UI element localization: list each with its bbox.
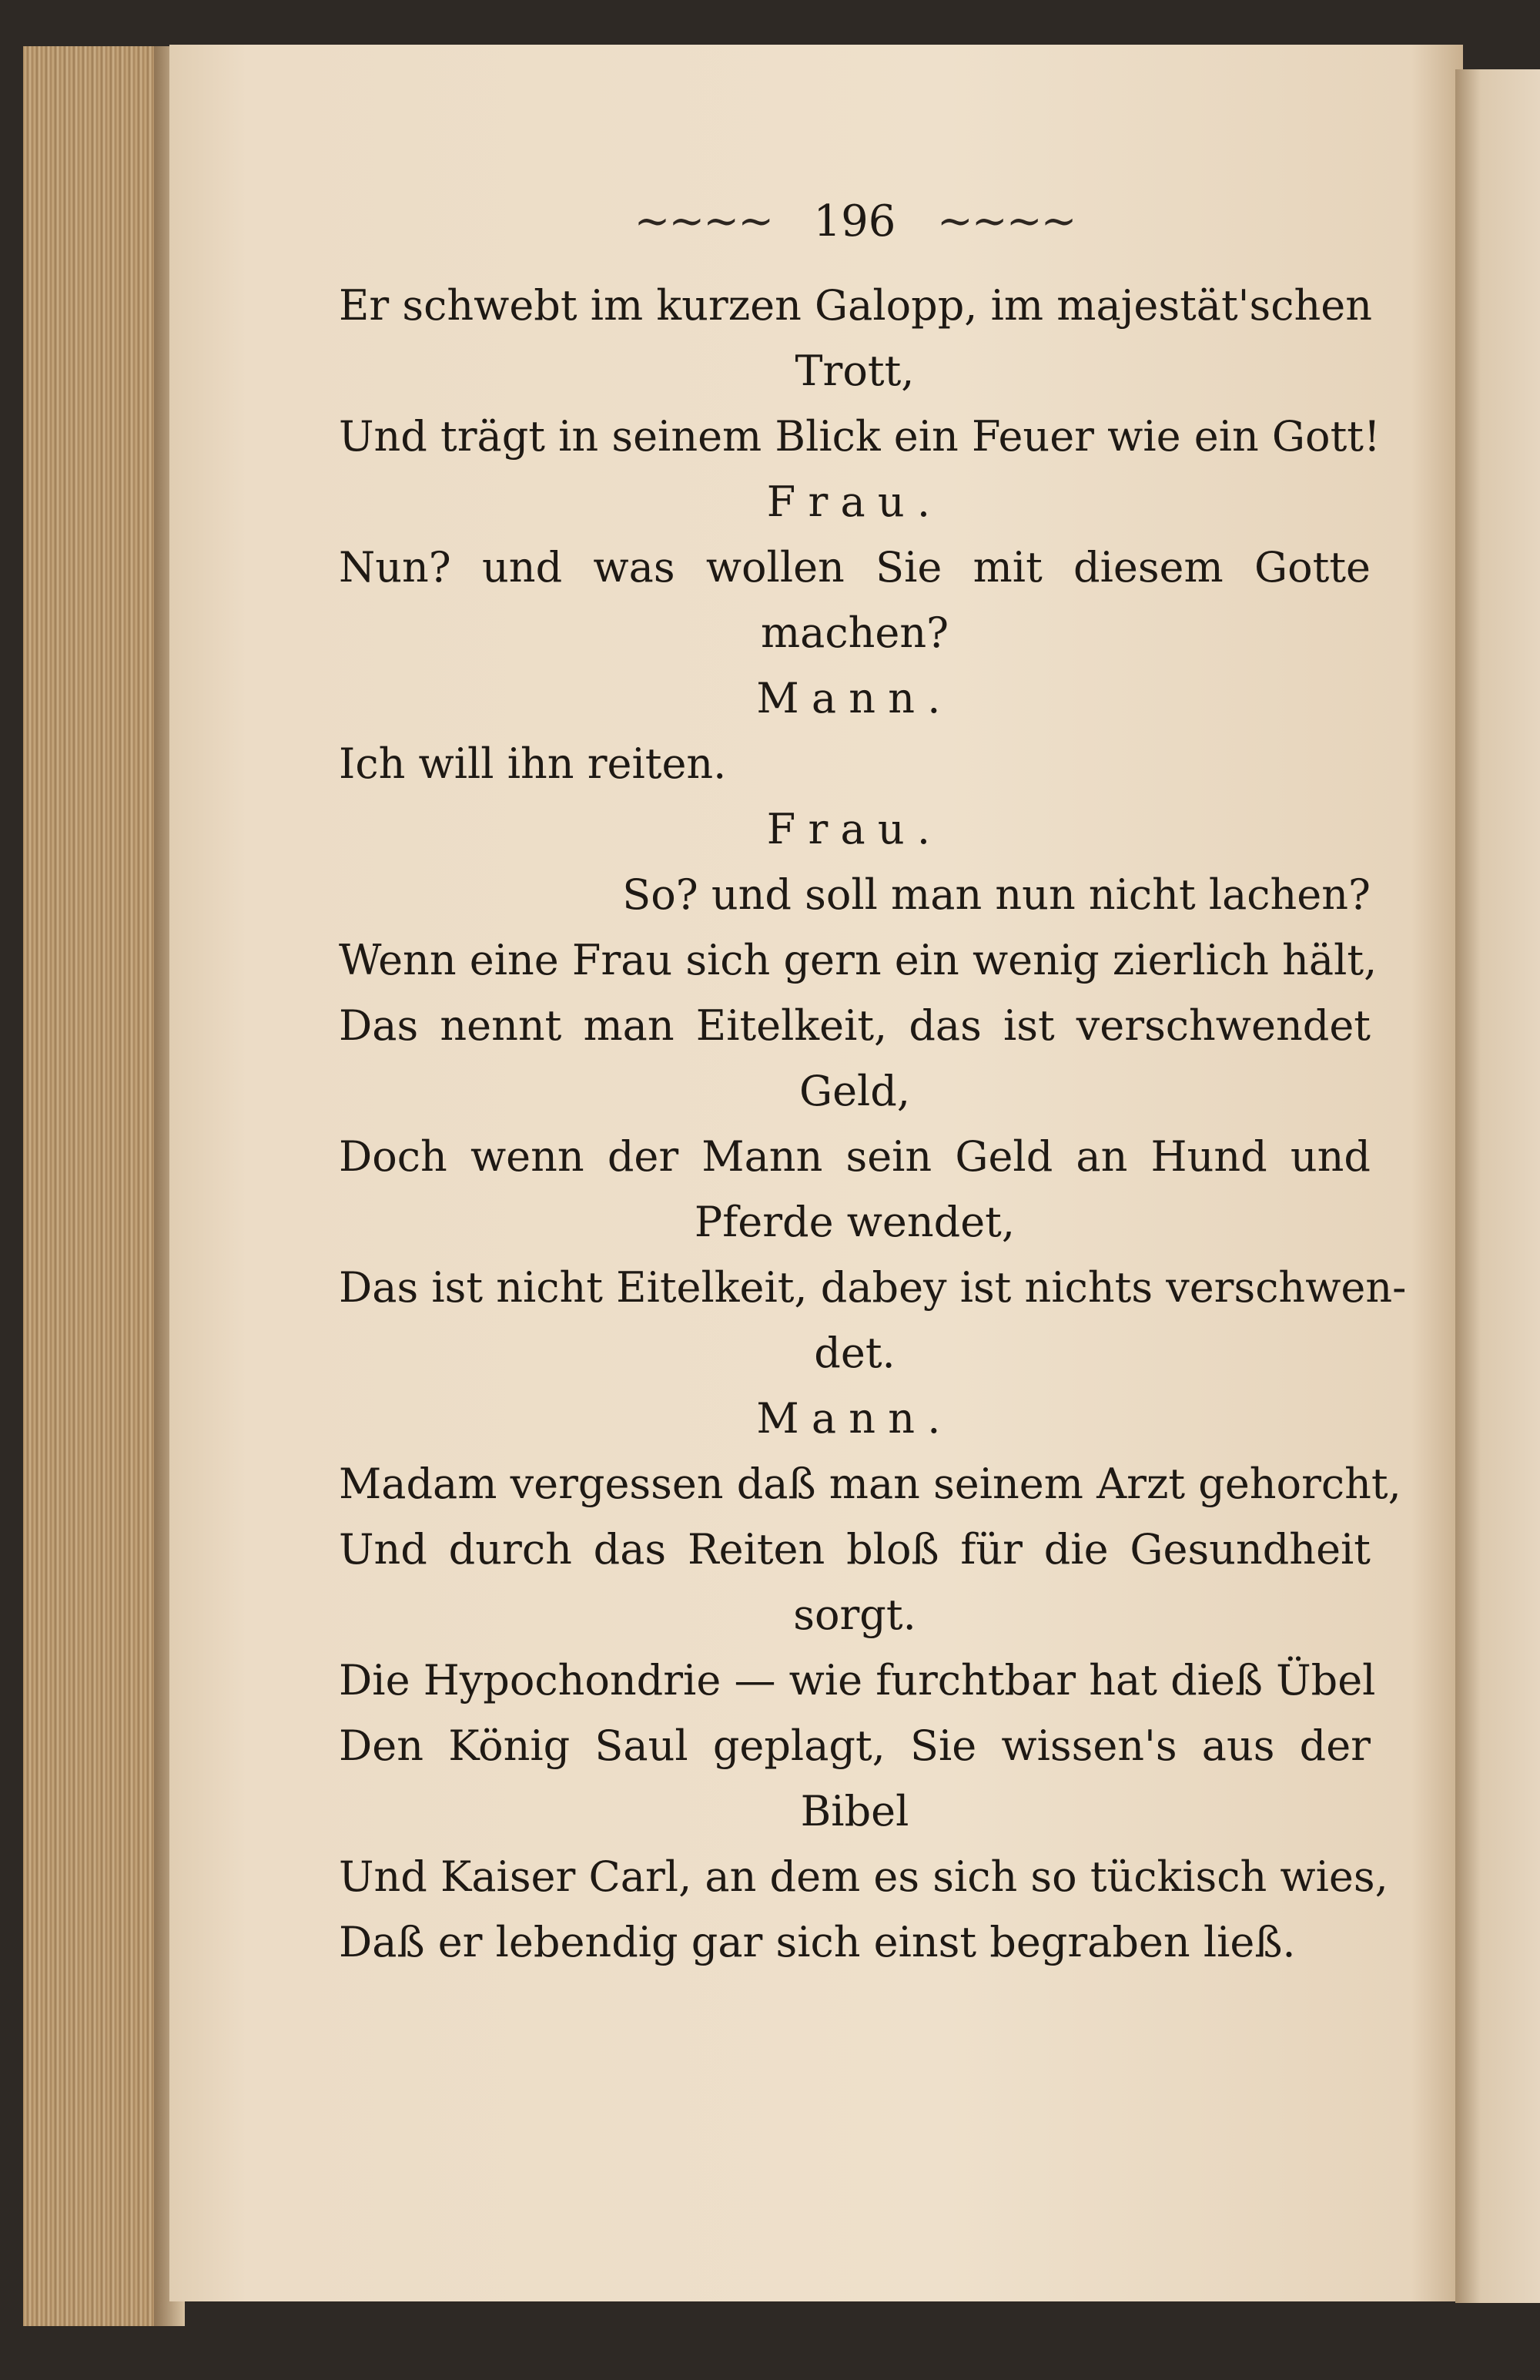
text-line: Die Hypochondrie — wie furchtbar hat dieß Übel <box>339 1656 1376 1705</box>
text-line: machen? <box>760 608 949 657</box>
text-line: Das ist nicht Eitelkeit, dabey ist nichts verschwen- <box>339 1263 1407 1312</box>
text-line: Doch wenn der Mann sein Geld an Hund und <box>339 1132 1371 1181</box>
text-line: Und trägt in seinem Blick ein Feuer wie ein Gott! <box>339 412 1381 461</box>
header-ornament-left: ~~~~ <box>634 196 773 246</box>
text-line: Geld, <box>798 1067 911 1115</box>
page-header <box>339 196 1371 246</box>
text-line: Den König Saul geplagt, Sie wissen's aus der <box>339 1721 1371 1770</box>
page-number: 196 <box>813 196 896 246</box>
text-line: Ich will ihn reiten. <box>339 739 727 788</box>
header-ornament-right: ~~~~ <box>936 196 1076 246</box>
text-line: Wenn eine Frau sich gern ein wenig zierlich hält, <box>339 936 1378 984</box>
speaker-label: Mann. <box>756 674 953 722</box>
text-line: Madam vergessen daß man seinem Arzt gehorcht, <box>339 1460 1401 1508</box>
text-line: Daß er lebendig gar sich einst begraben ließ. <box>339 1918 1296 1966</box>
text-line: Nun? und was wollen Sie mit diesem Gotte <box>339 543 1371 592</box>
text-line: Er schwebt im kurzen Galopp, im majestät'schen <box>339 281 1372 330</box>
text-line: Trott, <box>795 347 915 395</box>
text-line: det. <box>814 1329 896 1377</box>
speaker-label: Frau. <box>766 805 943 853</box>
text-line: Und Kaiser Carl, an dem es sich so tückisch wies, <box>339 1852 1388 1901</box>
text-line: Bibel <box>800 1787 909 1835</box>
adjacent-page-edge <box>1455 69 1540 2303</box>
speaker-label: Mann. <box>756 1394 953 1443</box>
text-line: Pferde wendet, <box>694 1198 1016 1246</box>
text-line: So? und soll man nun nicht lachen? <box>622 870 1371 919</box>
speaker-label: Frau. <box>766 478 943 526</box>
text-line: sorgt. <box>793 1591 916 1639</box>
text-line: Und durch das Reiten bloß für die Gesundheit <box>339 1525 1371 1574</box>
page-edges <box>23 46 162 2326</box>
text-line: Das nennt man Eitelkeit, das ist verschwendet <box>339 1001 1371 1050</box>
